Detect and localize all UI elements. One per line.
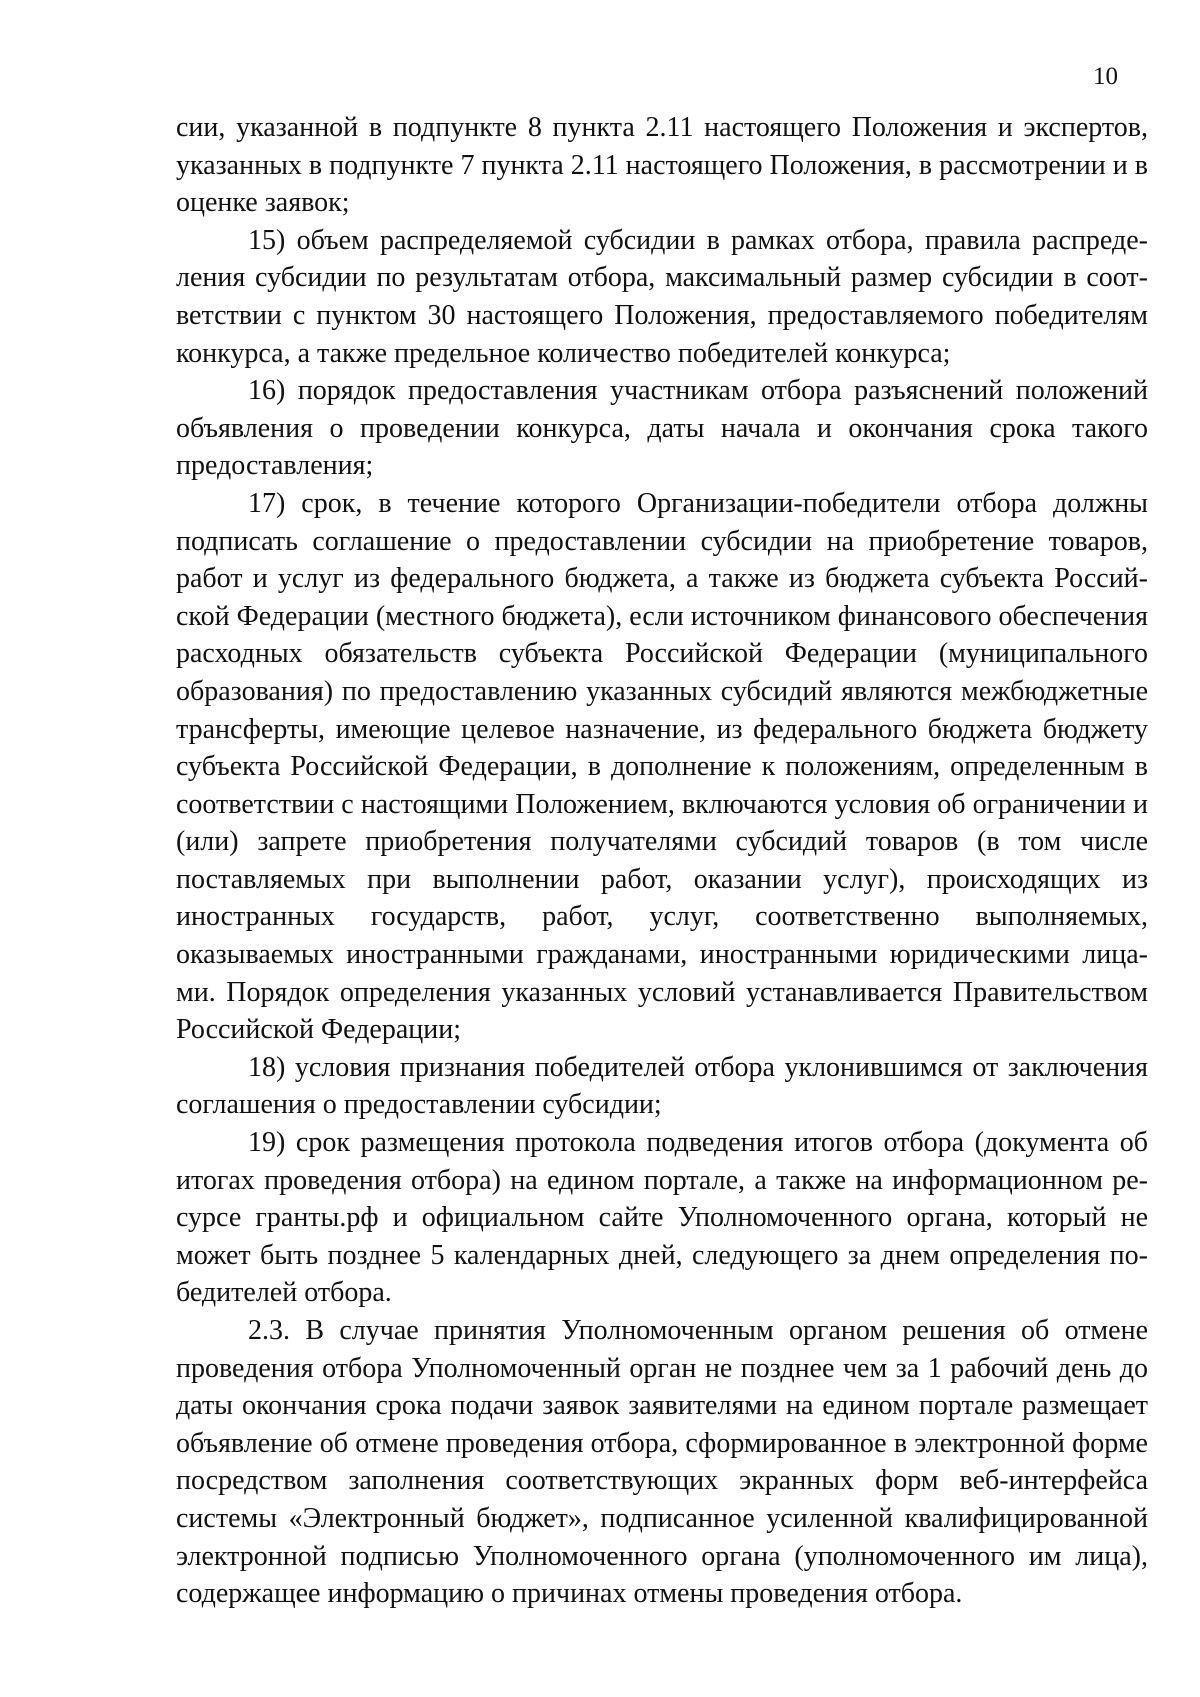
paragraph-item-18: 18) условия признания победителей отбора уклонившимся от заключения соглашения о предоставлении субсидии; — [176, 1051, 1148, 1121]
paragraph-item-16: 16) порядок предоставления участникам отбора разъяснений положений объявления о проведении конкурса, даты начала и окончания срока такого предоставления; — [176, 375, 1148, 482]
paragraph-item-17: 17) срок, в течение которого Организации-победители отбора должны подписать соглашение о предоставлении субсидии на приобретение товаров, работ и услуг из федерального бюджета, а также из бюджета субъекта Российской Федерации (местного бюджета), если источником финансового обеспечения расходных обязательств субъекта Российской Федерации (муниципального образования) по предоставлению указанных субсидий являются межбюджетные трансферты, имеющие целевое назначение, из федерального бюджета бюджету субъекта Российской Федерации, в дополнение к положениям, определенным в соответствии с настоящими Положением, включаются условия об ограничении и (или) запрете приобретения получателями субсидий товаров (в том числе поставляемых при выполнении работ, оказании услуг), происходящих из иностранных государств, работ, услуг, соответственно выполняемых, оказываемых иностранными гражданами, иностранными юридическими лицами. Порядок определения указанных условий устанавливается Правительством Российской Федерации; — [176, 487, 1148, 1046]
paragraph-continuation: сии, указанной в подпункте 8 пункта 2.11 настоящего Положения и экспертов, указанных в подпункте 7 пункта 2.11 настоящего Положения, в рассмотрении и в оценке заявок; — [176, 112, 1148, 219]
paragraph-section-2-3: 2.3. В случае принятия Уполномоченным органом решения об отмене проведения отбора Уполномоченный орган не позднее чем за 1 рабочий день до даты окончания срока подачи заявок заявителями на едином портале размещает объявление об отмене проведения отбора, сформированное в электронной форме посредством заполнения соответствующих экранных форм веб-интерфейса системы «Электронный бюджет», подписанное усиленной квалифицированной электронной подписью Уполномоченного органа (уполномоченного им лица), содержащее информацию о причинах отмены проведения отбора. — [176, 1315, 1148, 1610]
paragraph-item-19: 19) срок размещения протокола подведения итогов отбора (документа об итогах проведения отбора) на едином портале, а также на информационном ресурсе гранты.рф и официальном сайте Уполномоченного органа, который не может быть позднее 5 календарных дней, следующего за днем определения победителей отбора. — [176, 1127, 1148, 1309]
page-number: 10 — [1093, 63, 1118, 90]
document-body — [176, 109, 1148, 1613]
paragraph-item-15: 15) объем распределяемой субсидии в рамках отбора, правила распределения субсидии по результатам отбора, максимальный размер субсидии в соответствии с пунктом 30 настоящего Положения, предоставляемого победителям конкурса, а также предельное количество победителей конкурса; — [176, 224, 1148, 369]
